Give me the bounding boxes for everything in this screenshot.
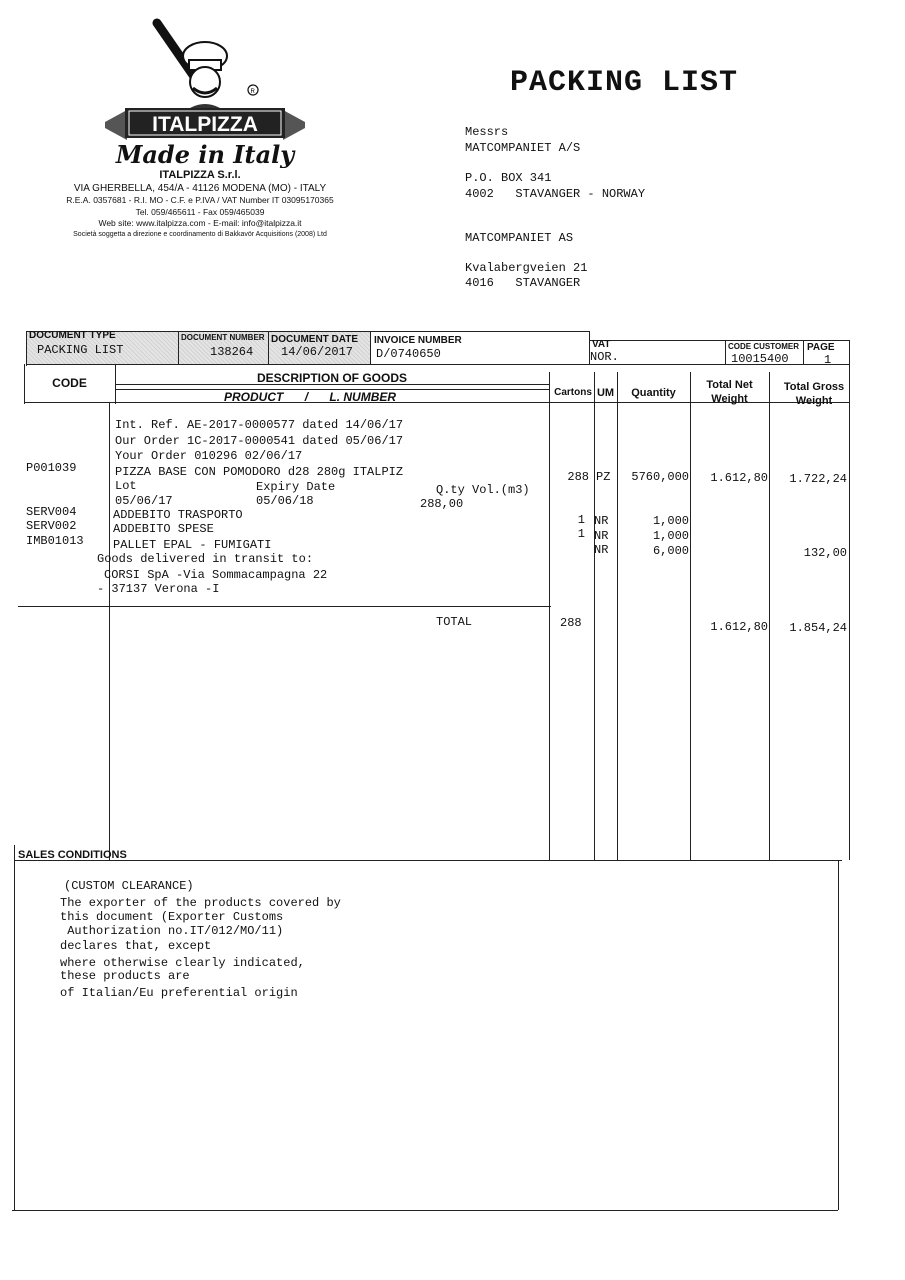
addressee-line1: P.O. BOX 341: [465, 171, 552, 185]
col-product-lot: [224, 390, 396, 404]
page-value: 1: [824, 353, 832, 367]
lot-value: 05/06/17: [115, 494, 173, 508]
pallet-gross-weight: 132,00: [803, 546, 847, 560]
col-lot-number: L. NUMBER: [329, 390, 397, 404]
item-cartons: 288: [567, 470, 589, 484]
service-description-expenses: ADDEBITO SPESE: [113, 522, 214, 536]
customer-label: CODE CUSTOMER: [728, 342, 799, 351]
delivery-line1: Kvalabergveien 21: [465, 261, 588, 275]
transit-line-1: Goods delivered in transit to:: [97, 552, 314, 566]
item-description: PIZZA BASE CON POMODORO d28 280g ITALPIZ: [115, 465, 404, 479]
company-name: ITALPIZZA S.r.l.: [159, 169, 241, 181]
condition-line: this document (Exporter Customs: [60, 910, 284, 924]
invoice-label: INVOICE NUMBER: [374, 335, 462, 346]
col-net-weight-line2: Weight: [711, 393, 748, 405]
transit-line-2: CORSI SpA -Via Sommacampagna 22: [104, 568, 328, 582]
doc-date-value: 14/06/2017: [281, 345, 354, 359]
col-slash: /: [304, 390, 309, 404]
lot-label: Lot: [115, 479, 137, 493]
condition-line: (CUSTOM CLEARANCE): [64, 879, 194, 893]
service-cartons-expenses: 1: [577, 527, 585, 541]
total-label: TOTAL: [436, 615, 473, 629]
company-registry: R.E.A. 0357681 - R.I. MO - C.F. e P.IVA / VAT Number IT 03095170365: [66, 195, 334, 205]
col-gross-weight-line2: Weight: [795, 395, 833, 407]
customer-value: 10015400: [731, 352, 789, 366]
condition-line: Authorization no.IT/012/MO/11): [60, 924, 284, 938]
item-net-weight: 1.612,80: [710, 471, 768, 485]
pallet-um: NR: [594, 543, 609, 557]
total-gross-weight: 1.854,24: [789, 621, 847, 635]
pallet-description: PALLET EPAL - FUMIGATI: [113, 538, 272, 552]
delivery-name: MATCOMPANIET AS: [465, 231, 574, 245]
service-um-transport: NR: [594, 514, 609, 528]
company-address: VIA GHERBELLA, 454/A - 41126 MODENA (MO) - ITALY: [73, 183, 327, 194]
service-quantity-transport: 1,000: [652, 514, 689, 528]
col-code: CODE: [52, 376, 87, 390]
condition-line: of Italian/Eu preferential origin: [60, 986, 298, 1000]
document-title: PACKING LIST: [510, 66, 739, 100]
total-cartons: 288: [560, 616, 582, 630]
service-cartons-transport: 1: [577, 513, 585, 527]
item-quantity: 5760,000: [631, 470, 689, 484]
delivery-line2: 4016 STAVANGER: [465, 276, 581, 290]
col-um: UM: [596, 387, 615, 399]
company-phone: Tel. 059/465611 - Fax 059/465039: [135, 207, 265, 217]
page-label: PAGE: [807, 342, 835, 353]
addressee-name: MATCOMPANIET A/S: [465, 141, 581, 155]
col-net-weight-line1: Total Net: [706, 379, 753, 391]
logo-tagline: Made in Italy: [115, 140, 295, 168]
col-quantity: Quantity: [631, 387, 676, 399]
col-cartons: Cartons: [554, 387, 592, 398]
item-code: P001039: [26, 461, 77, 475]
condition-line: these products are: [60, 969, 190, 983]
company-web: Web site: www.italpizza.com - E-mail: info@italpizza.it: [98, 218, 302, 228]
item-gross-weight: 1.722,24: [789, 472, 847, 486]
service-um-expenses: NR: [594, 529, 609, 543]
condition-line: The exporter of the products covered by: [60, 896, 341, 910]
italpizza-logo: [105, 18, 305, 168]
doc-date-label: DOCUMENT DATE: [271, 334, 359, 345]
item-um: PZ: [596, 470, 611, 484]
col-gross-weight: [769, 380, 859, 408]
company-group: Società soggetta a direzione e coordinamento di Bakkavör Acquisitions (2008) Ltd: [73, 231, 327, 238]
qty-vol-label: Q.ty Vol.(m3): [436, 483, 530, 497]
pallet-code: IMB01013: [26, 534, 84, 548]
doc-type-label: DOCUMENT TYPE: [29, 330, 116, 341]
col-description: DESCRIPTION OF GOODS: [256, 371, 407, 385]
total-net-weight: 1.612,80: [710, 620, 768, 634]
vat-value: NOR.: [590, 350, 619, 364]
col-product: PRODUCT: [224, 390, 284, 404]
transit-line-3: - 37137 Verona -I: [97, 582, 220, 596]
pallet-quantity: 6,000: [652, 544, 689, 558]
expiry-label: Expiry Date: [256, 480, 336, 494]
expiry-value: 05/06/18: [256, 494, 314, 508]
sales-conditions-label: SALES CONDITIONS: [18, 849, 127, 861]
service-quantity-expenses: 1,000: [652, 529, 689, 543]
condition-line: declares that, except: [60, 939, 212, 953]
addressee-label: Messrs: [465, 125, 509, 139]
addressee-line2: 4002 STAVANGER - NORWAY: [465, 187, 646, 201]
service-description-transport: ADDEBITO TRASPORTO: [113, 508, 243, 522]
reference-line: Int. Ref. AE-2017-0000577 dated 14/06/17: [115, 418, 404, 432]
your-order-line: Your Order 010296 02/06/17: [115, 449, 303, 463]
service-code-expenses: SERV002: [26, 519, 77, 533]
vat-label: VAT: [592, 339, 611, 350]
doc-type-value: PACKING LIST: [37, 343, 124, 357]
col-gross-weight-line1: Total Gross: [783, 381, 845, 393]
doc-number-label: DOCUMENT NUMBER: [181, 333, 265, 342]
invoice-value: D/0740650: [376, 347, 441, 361]
qty-vol-value: 288,00: [420, 497, 464, 511]
condition-line: where otherwise clearly indicated,: [60, 956, 305, 970]
col-net-weight: [690, 378, 769, 406]
service-code-transport: SERV004: [26, 505, 77, 519]
svg-text:R: R: [250, 89, 255, 95]
our-order-line: Our Order 1C-2017-0000541 dated 05/06/17: [115, 434, 404, 448]
doc-number-value: 138264: [210, 345, 254, 359]
logo-text: ITALPIZZA: [152, 113, 258, 136]
